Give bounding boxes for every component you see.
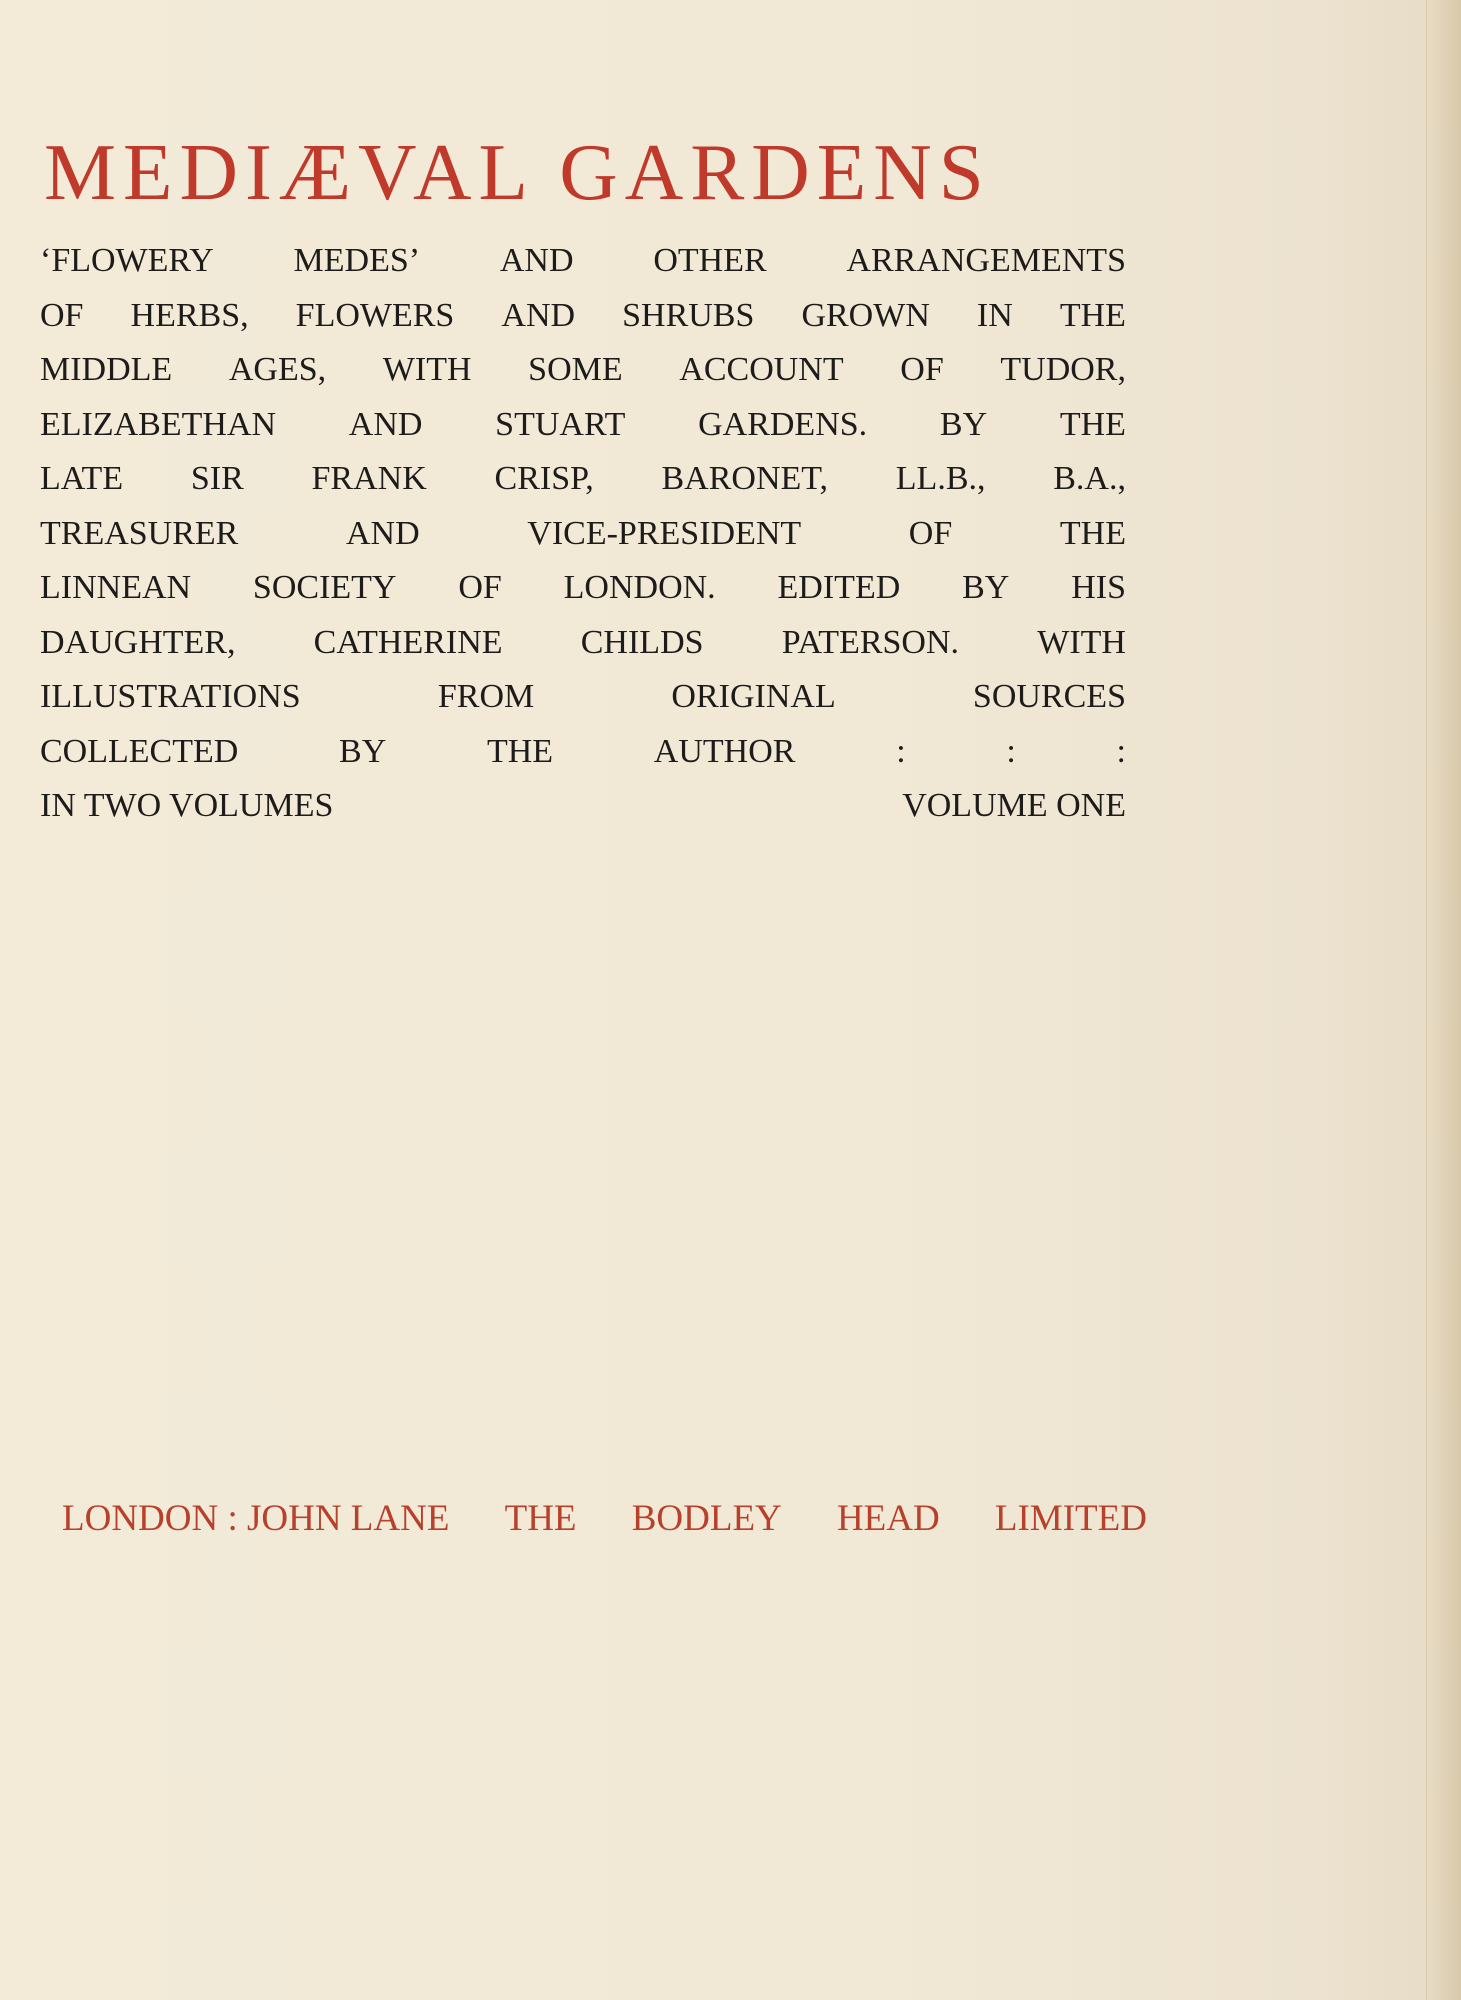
description-word: ELIZABETHAN [40, 405, 277, 443]
description-word: MEDES’ [293, 242, 421, 279]
description-word: BARONET, [661, 460, 829, 497]
description-word: BY [962, 569, 1010, 606]
description-word: ACCOUNT [679, 351, 844, 388]
description-word: LATE [40, 460, 124, 497]
description-word: OF [908, 514, 953, 552]
description-word: : [896, 732, 906, 770]
description-word: CHILDS [580, 623, 704, 661]
description-word: FRANK [311, 460, 427, 497]
description-word: AUTHOR [653, 732, 796, 770]
description-word: LONDON. [563, 569, 716, 606]
description-line [40, 670, 1126, 725]
description-word: GROWN [801, 296, 930, 334]
description-word: PATERSON. [781, 623, 960, 661]
description-word: THE [1059, 296, 1126, 334]
description-word: VICE-PRESIDENT [527, 514, 802, 552]
description-word: MIDDLE [40, 351, 173, 388]
description-word: TREASURER [40, 514, 239, 552]
description-word: HERBS, [130, 296, 249, 334]
description-word: THE [486, 732, 554, 770]
description-word: THE [1059, 405, 1126, 443]
description-line [40, 398, 1126, 453]
description-word: EDITED [777, 569, 901, 606]
description-word: AND [501, 296, 576, 334]
description-word: HIS [1071, 569, 1126, 606]
description-word: OF [900, 351, 944, 388]
publisher-word: LONDON : JOHN LANE [62, 1498, 450, 1539]
publisher-word: LIMITED [994, 1498, 1147, 1539]
description-word: OTHER [653, 242, 767, 279]
description-word: B.A., [1053, 460, 1126, 497]
publisher-word: BODLEY [631, 1498, 782, 1539]
description-word: TUDOR, [1000, 351, 1126, 388]
description-word: FLOWERS [295, 296, 455, 334]
description-word: IN TWO VOLUMES [40, 787, 334, 824]
description-word: SOCIETY [252, 569, 397, 606]
description-word: : [1116, 732, 1126, 770]
description-word: COLLECTED [40, 732, 239, 770]
description-word: LINNEAN [40, 569, 192, 606]
description-word: SHRUBS [622, 296, 755, 334]
description-line [40, 725, 1126, 780]
description-line [40, 507, 1126, 562]
description-word: DAUGHTER, [40, 623, 236, 661]
description-word: THE [1059, 514, 1126, 552]
description-word: IN [976, 296, 1013, 334]
publisher-word: THE [504, 1498, 577, 1539]
description-word: ARRANGEMENTS [846, 242, 1126, 279]
description-line [40, 616, 1126, 671]
description-word: ILLUSTRATIONS [40, 678, 301, 715]
description-word: AND [345, 514, 420, 552]
description-word: WITH [382, 351, 472, 388]
description-word: AND [499, 242, 574, 279]
description-word: BY [939, 405, 988, 443]
description-word: WITH [1037, 623, 1126, 661]
description-word: FROM [437, 678, 535, 715]
description-line [40, 452, 1126, 507]
description-word: CRISP, [494, 460, 594, 497]
description-word: CATHERINE [313, 623, 503, 661]
description-word: STUART [495, 405, 626, 443]
description-word: : [1006, 732, 1016, 770]
description-word: ORIGINAL [671, 678, 836, 715]
description-word: SOME [528, 351, 623, 388]
description-word: OF [458, 569, 502, 606]
publisher-word: HEAD [836, 1498, 940, 1539]
description-line [40, 289, 1126, 344]
description-word: OF [40, 296, 84, 334]
description-word: BY [339, 732, 387, 770]
description-line [40, 561, 1126, 616]
title-description [40, 234, 1126, 834]
page-edge [1426, 0, 1461, 2000]
book-title: MEDIÆVAL GARDENS [44, 127, 991, 217]
description-word: VOLUME ONE [902, 787, 1126, 824]
description-line [40, 343, 1126, 398]
description-word: SOURCES [972, 678, 1126, 715]
description-word: ‘FLOWERY [40, 242, 214, 279]
publisher-imprint [62, 1500, 1147, 1537]
description-word: LL.B., [895, 460, 986, 497]
description-line [40, 234, 1126, 289]
description-word: AGES, [228, 351, 327, 388]
description-word: SIR [190, 460, 244, 497]
description-line [40, 779, 1126, 834]
description-word: AND [348, 405, 423, 443]
description-word: GARDENS. [698, 405, 868, 443]
